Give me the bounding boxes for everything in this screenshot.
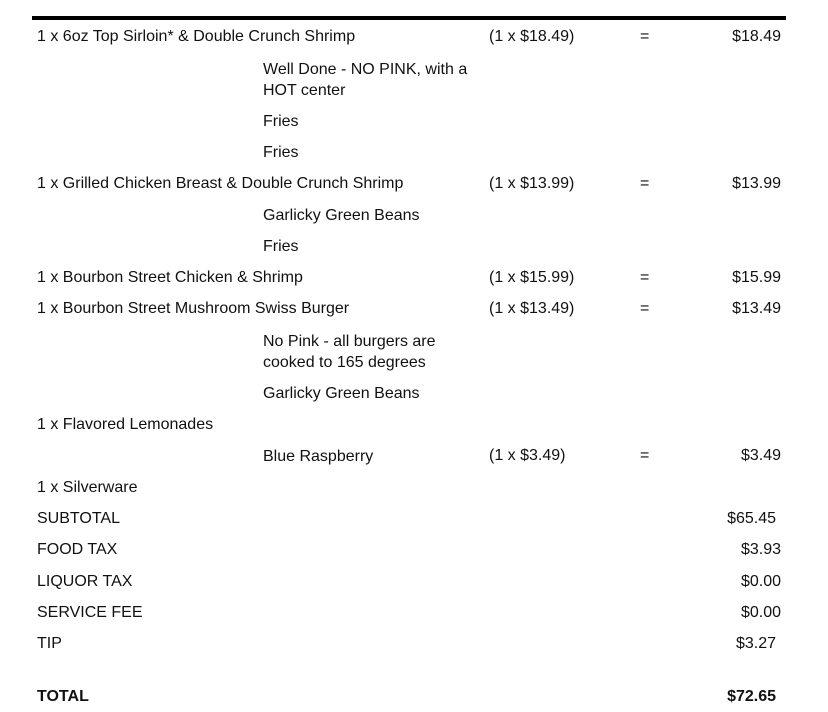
line-item-unit-price: (1 x $18.49) <box>489 28 575 45</box>
line-item-modifier: Fries <box>263 113 299 130</box>
liquor-tax-label: LIQUOR TAX <box>37 573 133 590</box>
line-item-modifier: Garlicky Green Beans <box>263 207 420 224</box>
line-item-modifier: Garlicky Green Beans <box>263 385 420 402</box>
line-item-equals: = <box>640 269 650 286</box>
line-item-equals: = <box>640 447 650 464</box>
line-item-modifier: Well Done - NO PINK, with a HOT center <box>263 61 468 99</box>
tip-value: $3.27 <box>735 635 776 652</box>
line-item-unit-price: (1 x $13.49) <box>489 300 575 317</box>
line-item-name: 1 x Grilled Chicken Breast & Double Crunch Shrimp <box>37 175 404 192</box>
line-item-modifier: Blue Raspberry <box>263 448 374 465</box>
line-item-unit-price: (1 x $3.49) <box>489 447 566 464</box>
line-item-name: 1 x Flavored Lemonades <box>37 416 214 433</box>
liquor-tax-value: $0.00 <box>740 573 781 590</box>
food-tax-value: $3.93 <box>740 541 781 558</box>
food-tax-label: FOOD TAX <box>37 541 118 558</box>
line-item-amount: $3.49 <box>740 447 781 464</box>
line-item-amount: $13.99 <box>732 175 781 192</box>
tip-label: TIP <box>37 635 62 652</box>
line-item-modifier: Fries <box>263 144 299 161</box>
line-item-name: 1 x Bourbon Street Chicken & Shrimp <box>37 269 303 286</box>
line-item-name: 1 x Silverware <box>37 479 138 496</box>
line-item-equals: = <box>640 300 650 317</box>
line-item-equals: = <box>640 28 650 45</box>
total-value: $72.65 <box>727 688 776 705</box>
top-divider <box>32 16 786 20</box>
line-item-equals: = <box>640 175 650 192</box>
line-item-modifier: Fries <box>263 238 299 255</box>
line-item-amount: $18.49 <box>732 28 781 45</box>
subtotal-label: SUBTOTAL <box>37 510 120 527</box>
line-item-unit-price: (1 x $15.99) <box>489 269 575 286</box>
line-item-modifier: No Pink - all burgers are cooked to 165 degrees <box>263 333 436 371</box>
line-item-name: 1 x 6oz Top Sirloin* & Double Crunch Shrimp <box>37 28 356 45</box>
line-item-amount: $13.49 <box>732 300 781 317</box>
line-item-amount: $15.99 <box>732 269 781 286</box>
total-label: TOTAL <box>37 688 89 705</box>
line-item-unit-price: (1 x $13.99) <box>489 175 575 192</box>
service-fee-value: $0.00 <box>740 604 781 621</box>
subtotal-value: $65.45 <box>727 510 776 527</box>
line-item-name: 1 x Bourbon Street Mushroom Swiss Burger <box>37 300 350 317</box>
service-fee-label: SERVICE FEE <box>37 604 143 621</box>
